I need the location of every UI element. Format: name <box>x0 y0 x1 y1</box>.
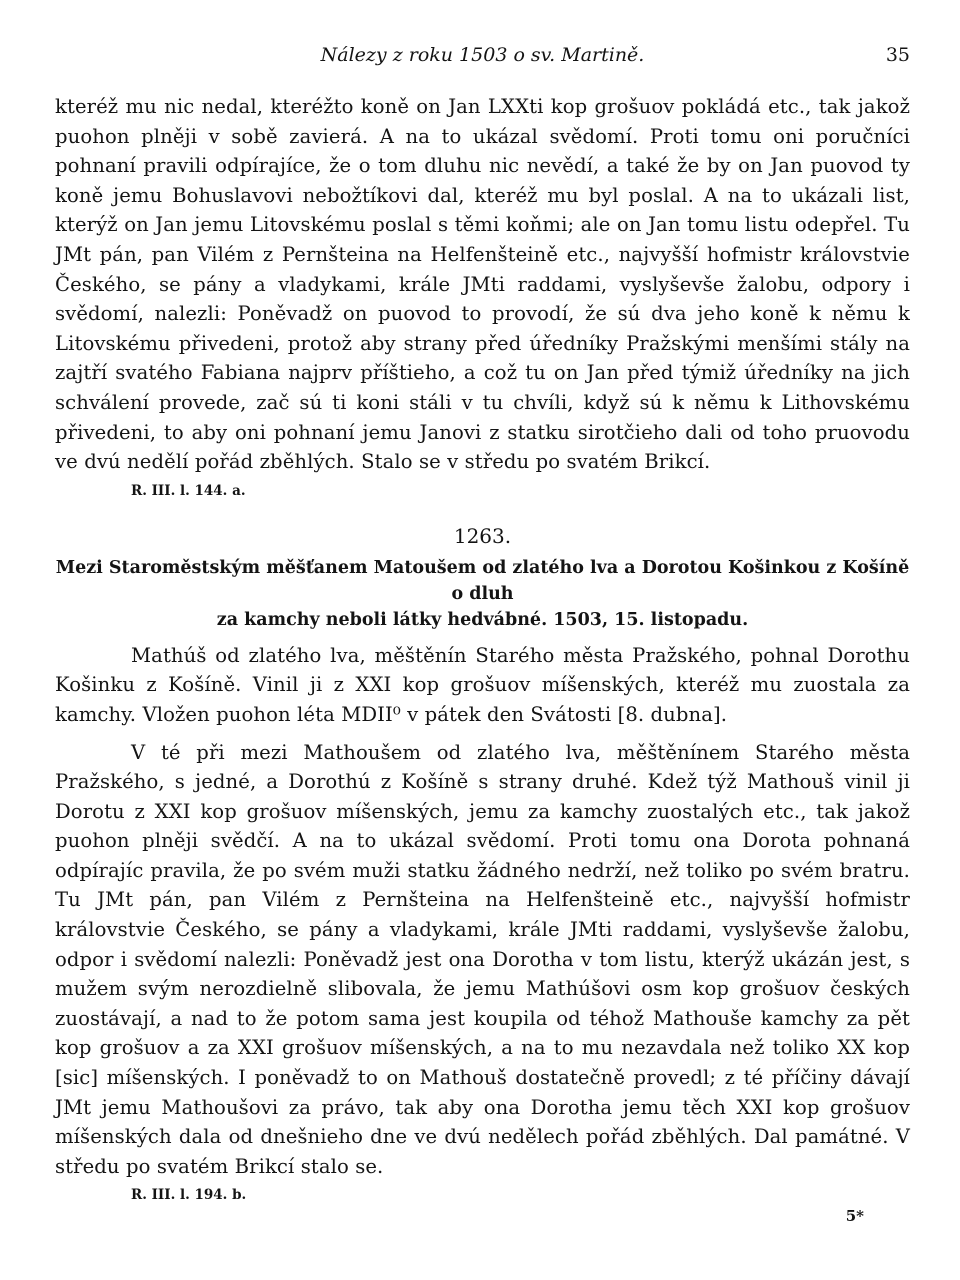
source-reference: R. III. l. 144. a. <box>131 482 246 499</box>
continued-entry-text: kteréž mu nic nedal, kteréžto koně on Jan LXXti kop grošuov pokládá etc., tak jakož puohon plněji v sobě zavierá. A na to ukázal svědomí. Proti tomu oni poručníci pohnaní pravili odpírajíce, že o tom dluhu nic nevědí, a také že by on Jan puovod ty koně jemu Bohuslavovi nebožtíkovi dal, kteréž mu byl poslal. A na to ukázali list, kterýž on Jan jemu Litovskému poslal s těmi koňmi; ale on Jan tomu listu odepřel. Tu JMt pán, pan Vilém z Pernšteina na Helfenšteině etc., najvyšší hofmistr královstvie Českého, se pány a vladykami, krále JMti raddami, vyslyševše žalobu, odpory i svědomí, nalezli: Poněvadž on puovod to provodí, že sú dva jeho koně k němu k Litovskému přivedeni, protož aby strany před úředníky Pražskými menšími stály na zajtří svatého Fabiana najprv příštieho, a což tu on Jan před týmiž úředníky na jich schválení provede, zač sú ti koni stáli v tu chvíli, když sú k němu k Lithovskému přivedeni, to aby oni pohnaní jemu Janovi z statku sirotčieho dali od toho pruovodu ve dvú nedělí pořád zběhlých. Stalo se v středu po svatém Brikcí. <box>55 95 910 474</box>
page-number: 35 <box>885 44 910 66</box>
source-reference: R. III. l. 194. b. <box>131 1187 247 1204</box>
signature-mark: 5* <box>845 1207 864 1225</box>
entry-summary-line: Mezi Staroměstským měšťanem Matoušem od zlatého lva a Dorotou Košinkou z Košíně o dluh <box>55 557 910 604</box>
entry-paragraph: V té při mezi Mathoušem od zlatého lva, měštěnínem Starého města Pražského, s jedné, a Dorothú z Košíně s strany druhé. Kdež týž Mathouš vinil ji Dorotu z XXI kop grošuov míšenských, jemu za kamchy zuostalých etc., tak jakož puohon plněji svědčí. A na to ukázal svědomí. Proti tomu ona Dorota pohnaná odpírajíc pravila, že po svém muži statku žádného nedrží, než toliko po svém bratru. Tu JMt pán, pan Vilém z Pernšteina na Helfenšteině etc., najvyšší hofmistr královstvie Českého, se pány a vladykami, krále JMti raddami, vyslyševše žalobu, odpor i svědomí nalezli: Poněvadž jest ona Dorotha v tom listu, kterýž ukázán jest, s mužem svým nerozdielně slibovala, že jemu Mathúšovi osm kop grošuov českých zuostávají, a nad to že potom sama jest koupila od téhož Mathouše kamchy za pět kop grošuov a za XXI grošuov míšenských, a na to mu nezavdala než toliko XX kop [sic] míšenských. I poněvadž to on Mathouš dostatečně provedl; z té příčiny dávají JMt jemu Mathoušovi za právo, tak aby ona Dorotha jemu těch XXI kop grošuov míšenských dala od dnešnieho dne ve dvú nedělech pořád zběhlých. Dal památné. V středu po svatém Brikcí stalo se. <box>55 740 910 1178</box>
book-page <box>55 36 910 1207</box>
running-head <box>55 36 910 76</box>
entry-number: 1263. <box>453 523 512 548</box>
entry-summary <box>55 555 910 633</box>
entry-summary-line: za kamchy neboli látky hedvábné. 1503, 15. listopadu. <box>216 609 749 630</box>
entry-paragraph: Mathúš od zlatého lva, měštěnín Starého města Pražského, pohnal Dorothu Košinku z Košíně. Vinil ji z XXI kop grošuov míšenských, kteréž mu zuostala za kamchy. Vložen puohon léta MDII⁰ v pátek den Svátosti [8. dubna]. <box>55 643 910 726</box>
running-title: Nálezy z roku 1503 o sv. Martině. <box>320 44 645 66</box>
